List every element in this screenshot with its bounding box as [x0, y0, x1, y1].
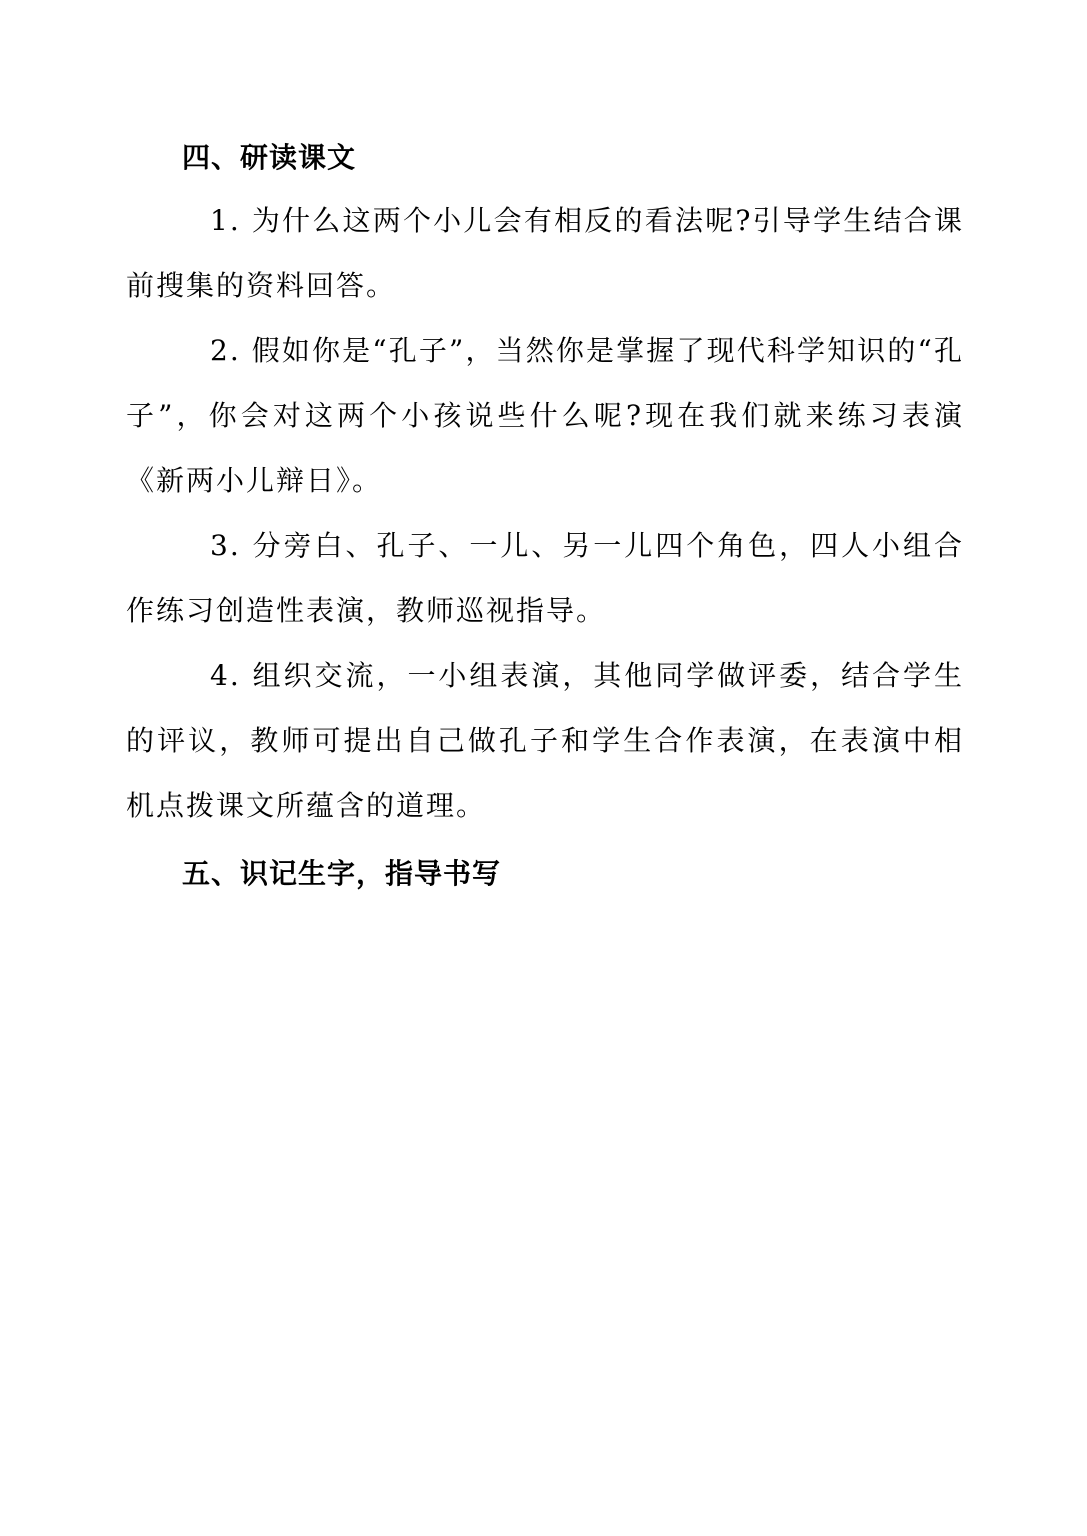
document-body	[126, 128, 964, 904]
paragraph-4: 4. 组织交流，一小组表演，其他同学做评委，结合学生的评议，教师可提出自己做孔子和学生合作表演，在表演中相机点拨课文所蕴含的道理。	[126, 659, 964, 822]
section-heading-study-text: 四、研读课文	[182, 141, 357, 174]
paragraph-3: 3. 分旁白、孔子、一儿、另一儿四个角色，四人小组合作练习创造性表演，教师巡视指导。	[126, 529, 964, 627]
paragraph-1: 1. 为什么这两个小儿会有相反的看法呢?引导学生结合课前搜集的资料回答。	[126, 204, 964, 302]
paragraph-2: 2. 假如你是“孔子”，当然你是掌握了现代科学知识的“孔子”，你会对这两个小孩说些什么呢?现在我们就来练习表演《新两小儿辩日》。	[126, 334, 964, 497]
section-heading-characters-writing: 五、识记生字，指导书写	[182, 857, 502, 890]
